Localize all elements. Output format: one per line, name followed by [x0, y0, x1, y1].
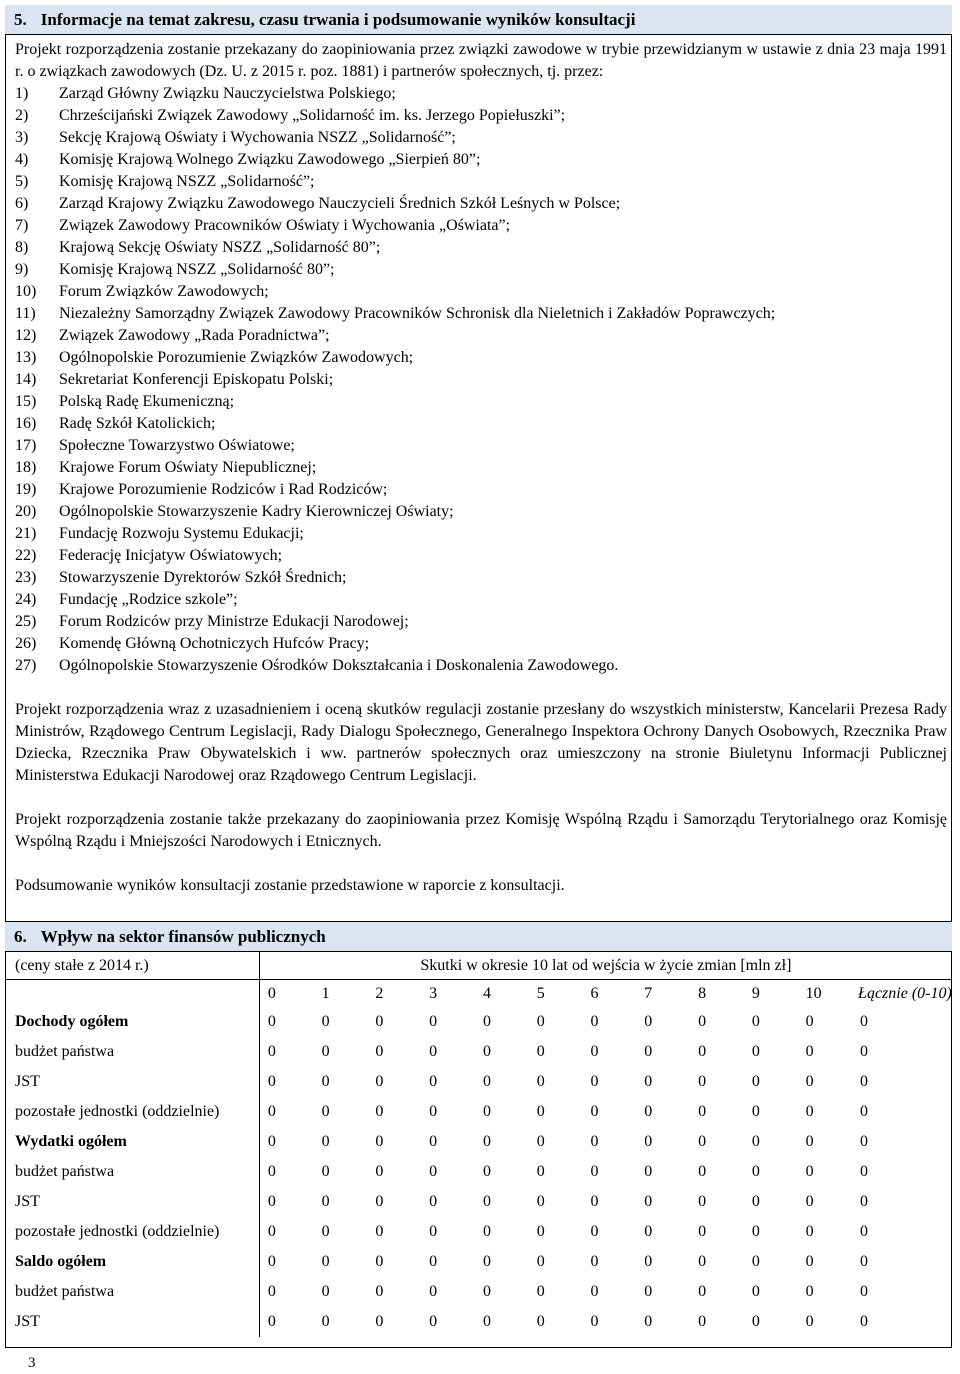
table-cell: 0 [259, 1157, 313, 1187]
summary-paragraph: Podsumowanie wyników konsultacji zostanie przedstawione w raporcie z konsultacji. [15, 877, 565, 894]
table-cell: 0 [860, 1043, 869, 1060]
table-cell: 0 [536, 1073, 545, 1090]
table-cell: 0 [259, 1307, 313, 1337]
table-cell: 0 [429, 1283, 438, 1300]
year-header: 1 [314, 980, 368, 1008]
table-cell: 0 [482, 1103, 491, 1120]
list-item [15, 215, 947, 237]
table-cell: 0 [536, 1163, 545, 1180]
table-cell: 0 [429, 1133, 438, 1150]
table-cell: 0 [751, 1313, 760, 1330]
table-cell: 0 [536, 1283, 545, 1300]
table-cell: 0 [805, 1043, 814, 1060]
table-row [5, 1007, 952, 1037]
list-item-number: 3) [15, 129, 29, 146]
table-cell: 0 [644, 1283, 653, 1300]
table-cell: 0 [590, 1253, 599, 1270]
table-row [5, 1307, 952, 1337]
section-5-number: 5. [14, 10, 27, 29]
year-header: 3 [421, 980, 475, 1008]
list-item-number: 18) [15, 459, 37, 476]
year-header: 0 [259, 980, 313, 1008]
table-cell: 0 [536, 1103, 545, 1120]
table-cell: 0 [698, 1013, 707, 1030]
partners-list [15, 83, 947, 677]
distribution-paragraph: Projekt rozporządzenia wraz z uzasadnieniem i oceną skutków regulacji zostanie przesłany do wszystkich ministerstw, Kancelarii Prezesa Rady Ministrów, Rządowego Centrum Legislacji, Rady Dialogu Społecznego, Generalnego Inspektora Ochrony Danych Osobowych, Rzecznika Praw Dziecka, Rzecznika Praw Obywatelskich i ww. partnerów społecznych oraz umieszczony na stronie Biuletynu Informacji Publicznej Ministerstwa Edukacji Narodowej oraz Rządowego Centrum Legislacji. [15, 701, 947, 784]
table-cell: 0 [429, 1313, 438, 1330]
table-row [5, 1217, 952, 1247]
list-item-number: 4) [15, 151, 29, 168]
list-item-number: 16) [15, 415, 37, 432]
section-5-title: Informacje na temat zakresu, czasu trwania i podsumowanie wyników konsultacji [40, 10, 636, 29]
table-cell: 0 [805, 1283, 814, 1300]
table-cell: 0 [259, 1007, 313, 1037]
table-cell: 0 [321, 1223, 330, 1240]
list-item [15, 347, 947, 369]
finance-rows [5, 1007, 952, 1337]
table-cell: 0 [590, 1283, 599, 1300]
list-item [15, 281, 947, 303]
list-item-text: Radę Szkół Katolickich; [59, 415, 216, 432]
list-item-number: 20) [15, 503, 37, 520]
table-cell: 0 [259, 1067, 313, 1097]
section-6-number: 6. [14, 927, 27, 946]
table-cell: 0 [375, 1043, 384, 1060]
table-cell: 0 [698, 1103, 707, 1120]
list-item [15, 435, 947, 457]
table-cell: 0 [805, 1313, 814, 1330]
list-item [15, 193, 947, 215]
table-cell: 0 [482, 1223, 491, 1240]
table-cell: 0 [590, 1133, 599, 1150]
finance-impact-table [5, 952, 952, 1337]
table-cell: 0 [429, 1103, 438, 1120]
table-cell: 0 [590, 1073, 599, 1090]
list-item-number: 10) [15, 283, 37, 300]
list-item [15, 391, 947, 413]
table-cell: 0 [536, 1253, 545, 1270]
row-label: Saldo ogółem [15, 1253, 107, 1270]
table-cell: 0 [644, 1223, 653, 1240]
years-row [5, 980, 952, 1008]
list-item [15, 237, 947, 259]
table-cell: 0 [536, 1313, 545, 1330]
table-cell: 0 [590, 1043, 599, 1060]
table-cell: 0 [751, 1073, 760, 1090]
row-label: JST [15, 1073, 40, 1090]
year-header: 6 [583, 980, 637, 1008]
table-cell: 0 [536, 1133, 545, 1150]
table-cell: 0 [482, 1013, 491, 1030]
table-cell: 0 [644, 1043, 653, 1060]
section-6-title: Wpływ na sektor finansów publicznych [40, 927, 326, 946]
list-item-text: Związek Zawodowy „Rada Poradnictwa”; [59, 327, 330, 344]
list-item-text: Komisję Krajową NSZZ „Solidarność”; [59, 173, 315, 190]
table-cell: 0 [751, 1163, 760, 1180]
table-cell: 0 [590, 1103, 599, 1120]
table-cell: 0 [805, 1163, 814, 1180]
year-header: 7 [636, 980, 690, 1008]
table-cell: 0 [321, 1013, 330, 1030]
table-cell: 0 [805, 1133, 814, 1150]
list-item-text: Krajową Sekcję Oświaty NSZZ „Solidarność 80”; [59, 239, 381, 256]
list-item-text: Niezależny Samorządny Związek Zawodowy Pracowników Schronisk dla Nieletnich i Zakładów Poprawczych; [59, 305, 776, 322]
table-cell: 0 [590, 1223, 599, 1240]
list-item [15, 171, 947, 193]
table-cell: 0 [429, 1043, 438, 1060]
row-label: JST [15, 1193, 40, 1210]
table-cell: 0 [259, 1247, 313, 1277]
list-item [15, 501, 947, 523]
total-header: Łącznie (0-10) [852, 980, 952, 1008]
table-cell: 0 [375, 1133, 384, 1150]
table-cell: 0 [698, 1073, 707, 1090]
table-cell: 0 [321, 1313, 330, 1330]
table-cell: 0 [698, 1133, 707, 1150]
table-cell: 0 [860, 1133, 869, 1150]
list-item-text: Zarząd Krajowy Związku Zawodowego Nauczycieli Średnich Szkół Leśnych w Polsce; [59, 195, 621, 212]
table-cell: 0 [375, 1253, 384, 1270]
table-cell: 0 [644, 1163, 653, 1180]
table-cell: 0 [429, 1073, 438, 1090]
table-cell: 0 [698, 1163, 707, 1180]
list-item [15, 83, 947, 105]
table-cell: 0 [860, 1223, 869, 1240]
list-item [15, 369, 947, 391]
table-cell: 0 [482, 1043, 491, 1060]
table-cell: 0 [698, 1043, 707, 1060]
table-cell: 0 [429, 1163, 438, 1180]
row-label: budżet państwa [15, 1163, 115, 1180]
list-item [15, 523, 947, 545]
list-item-text: Krajowe Forum Oświaty Niepublicznej; [59, 459, 317, 476]
table-cell: 0 [751, 1253, 760, 1270]
list-item-text: Federację Inicjatyw Oświatowych; [59, 547, 283, 564]
list-item [15, 457, 947, 479]
table-cell: 0 [805, 1193, 814, 1210]
table-cell: 0 [590, 1193, 599, 1210]
list-item [15, 259, 947, 281]
table-cell: 0 [590, 1163, 599, 1180]
table-cell: 0 [259, 1097, 313, 1127]
list-item-number: 27) [15, 657, 37, 674]
table-cell: 0 [482, 1193, 491, 1210]
table-cell: 0 [805, 1013, 814, 1030]
table-cell: 0 [375, 1163, 384, 1180]
list-item [15, 149, 947, 171]
list-item-text: Związek Zawodowy Pracowników Oświaty i Wychowania „Oświata”; [59, 217, 511, 234]
table-cell: 0 [805, 1253, 814, 1270]
list-item-number: 11) [15, 305, 36, 322]
table-cell: 0 [536, 1043, 545, 1060]
list-item-text: Krajowe Porozumienie Rodziców i Rad Rodziców; [59, 481, 388, 498]
row-label: Wydatki ogółem [15, 1133, 127, 1150]
table-cell: 0 [698, 1223, 707, 1240]
table-cell: 0 [644, 1133, 653, 1150]
table-cell: 0 [644, 1193, 653, 1210]
table-cell: 0 [590, 1313, 599, 1330]
table-cell: 0 [429, 1253, 438, 1270]
table-row [5, 1157, 952, 1187]
list-item-number: 22) [15, 547, 37, 564]
page-number: 3 [28, 1355, 36, 1371]
list-item-number: 14) [15, 371, 37, 388]
table-cell: 0 [751, 1193, 760, 1210]
list-item-number: 23) [15, 569, 37, 586]
list-item [15, 303, 947, 325]
table-row [5, 1247, 952, 1277]
row-label: pozostałe jednostki (oddzielnie) [15, 1223, 220, 1240]
table-cell: 0 [805, 1103, 814, 1120]
table-cell: 0 [644, 1103, 653, 1120]
list-item-number: 24) [15, 591, 37, 608]
table-cell: 0 [482, 1253, 491, 1270]
list-item-number: 21) [15, 525, 37, 542]
list-item-number: 9) [15, 261, 29, 278]
table-cell: 0 [751, 1043, 760, 1060]
table-cell: 0 [698, 1313, 707, 1330]
list-item-text: Sekretariat Konferencji Episkopatu Polski; [59, 371, 334, 388]
table-cell: 0 [860, 1073, 869, 1090]
table-cell: 0 [375, 1223, 384, 1240]
table-cell: 0 [751, 1103, 760, 1120]
list-item [15, 567, 947, 589]
table-cell: 0 [860, 1163, 869, 1180]
list-item-text: Zarząd Główny Związku Nauczycielstwa Polskiego; [59, 85, 396, 102]
table-cell: 0 [536, 1013, 545, 1030]
list-item [15, 545, 947, 567]
table-cell: 0 [259, 1277, 313, 1307]
table-cell: 0 [482, 1163, 491, 1180]
list-item-number: 5) [15, 173, 29, 190]
list-item-number: 13) [15, 349, 37, 366]
list-item-number: 17) [15, 437, 37, 454]
list-item-number: 2) [15, 107, 29, 124]
table-cell: 0 [259, 1187, 313, 1217]
year-header: 5 [529, 980, 583, 1008]
table-cell: 0 [321, 1283, 330, 1300]
row-label: JST [15, 1313, 40, 1330]
table-cell: 0 [860, 1313, 869, 1330]
table-row [5, 1277, 952, 1307]
effects-header: Skutki w okresie 10 lat od wejścia w życie zmian [mln zł] [259, 952, 952, 980]
table-cell: 0 [321, 1133, 330, 1150]
list-item [15, 325, 947, 347]
list-item [15, 611, 947, 633]
table-cell: 0 [482, 1313, 491, 1330]
list-item-text: Komisję Krajową Wolnego Związku Zawodowego „Sierpień 80”; [59, 151, 481, 168]
list-item-text: Ogólnopolskie Porozumienie Związków Zawodowych; [59, 349, 414, 366]
list-item [15, 127, 947, 149]
table-row [5, 1037, 952, 1067]
row-label: budżet państwa [15, 1283, 115, 1300]
list-item [15, 655, 947, 677]
table-cell: 0 [321, 1043, 330, 1060]
row-label: budżet państwa [15, 1043, 115, 1060]
table-cell: 0 [321, 1163, 330, 1180]
section-6-header [5, 922, 952, 952]
section-5-header [5, 5, 952, 35]
table-cell: 0 [644, 1313, 653, 1330]
list-item-number: 25) [15, 613, 37, 630]
list-item-text: Komendę Główną Ochotniczych Hufców Pracy; [59, 635, 370, 652]
table-cell: 0 [429, 1223, 438, 1240]
table-cell: 0 [644, 1013, 653, 1030]
list-item-number: 7) [15, 217, 29, 234]
commission-paragraph: Projekt rozporządzenia zostanie także przekazany do zaopiniowania przez Komisję Wspólną Rządu i Samorządu Terytorialnego oraz Komisję Wspólną Rządu i Mniejszości Narodowych i Etnicznych. [15, 811, 947, 850]
table-cell: 0 [482, 1073, 491, 1090]
year-header: 2 [367, 980, 421, 1008]
list-item-number: 6) [15, 195, 29, 212]
list-item-text: Polską Radę Ekumeniczną; [59, 393, 235, 410]
table-cell: 0 [751, 1223, 760, 1240]
table-cell: 0 [698, 1193, 707, 1210]
table-cell: 0 [429, 1013, 438, 1030]
year-header: 10 [798, 980, 852, 1008]
table-row [5, 1067, 952, 1097]
list-item-text: Chrześcijański Związek Zawodowy „Solidarność im. ks. Jerzego Popiełuszki”; [59, 107, 566, 124]
list-item-number: 12) [15, 327, 37, 344]
list-item [15, 413, 947, 435]
table-cell: 0 [321, 1103, 330, 1120]
table-cell: 0 [375, 1103, 384, 1120]
list-item-number: 1) [15, 85, 29, 102]
year-header: 8 [690, 980, 744, 1008]
table-cell: 0 [375, 1013, 384, 1030]
table-cell: 0 [698, 1283, 707, 1300]
table-cell: 0 [482, 1283, 491, 1300]
list-item-text: Społeczne Towarzystwo Oświatowe; [59, 437, 295, 454]
table-cell: 0 [536, 1193, 545, 1210]
table-cell: 0 [482, 1133, 491, 1150]
list-item-number: 26) [15, 635, 37, 652]
table-header-row [5, 952, 952, 980]
table-cell: 0 [375, 1193, 384, 1210]
list-item-text: Forum Związków Zawodowych; [59, 283, 269, 300]
table-cell: 0 [698, 1253, 707, 1270]
table-cell: 0 [644, 1073, 653, 1090]
table-cell: 0 [321, 1253, 330, 1270]
table-cell: 0 [860, 1193, 869, 1210]
table-row [5, 1127, 952, 1157]
table-cell: 0 [259, 1217, 313, 1247]
table-cell: 0 [751, 1133, 760, 1150]
table-cell: 0 [860, 1103, 869, 1120]
list-item-number: 15) [15, 393, 37, 410]
table-cell: 0 [375, 1313, 384, 1330]
table-cell: 0 [429, 1193, 438, 1210]
table-cell: 0 [375, 1073, 384, 1090]
table-cell: 0 [321, 1193, 330, 1210]
table-row [5, 1097, 952, 1127]
table-row [5, 1187, 952, 1217]
year-header: 9 [744, 980, 798, 1008]
table-cell: 0 [751, 1283, 760, 1300]
row-label: pozostałe jednostki (oddzielnie) [15, 1103, 220, 1120]
table-cell: 0 [860, 1253, 869, 1270]
list-item-text: Stowarzyszenie Dyrektorów Szkół Średnich; [59, 569, 347, 586]
table-cell: 0 [644, 1253, 653, 1270]
prices-note: (ceny stałe z 2014 r.) [15, 956, 149, 974]
list-item-text: Komisję Krajową NSZZ „Solidarność 80”; [59, 261, 335, 278]
list-item-text: Sekcję Krajową Oświaty i Wychowania NSZZ „Solidarność”; [59, 129, 456, 146]
list-item-text: Ogólnopolskie Stowarzyszenie Ośrodków Dokształcania i Doskonalenia Zawodowego. [59, 657, 619, 674]
list-item-number: 8) [15, 239, 29, 256]
table-cell: 0 [321, 1073, 330, 1090]
row-label: Dochody ogółem [15, 1013, 129, 1030]
table-cell: 0 [805, 1223, 814, 1240]
list-item-text: Fundację „Rodzice szkole”; [59, 591, 238, 608]
table-cell: 0 [259, 1127, 313, 1157]
table-cell: 0 [590, 1013, 599, 1030]
consultation-intro: Projekt rozporządzenia zostanie przekazany do zaopiniowania przez związki zawodowe w trybie przewidzianym w ustawie z dnia 23 maja 1991 r. o związkach zawodowych (Dz. U. z 2015 r. poz. 1881) i partnerów społecznych, tj. przez: [15, 41, 947, 80]
table-cell: 0 [860, 1283, 869, 1300]
list-item-text: Forum Rodziców przy Ministrze Edukacji Narodowej; [59, 613, 409, 630]
table-cell: 0 [751, 1013, 760, 1030]
table-cell: 0 [536, 1223, 545, 1240]
table-cell: 0 [259, 1037, 313, 1067]
section-5-body [15, 39, 947, 897]
list-item [15, 633, 947, 655]
list-item-text: Fundację Rozwoju Systemu Edukacji; [59, 525, 304, 542]
list-item [15, 105, 947, 127]
table-cell: 0 [805, 1073, 814, 1090]
table-cell: 0 [860, 1013, 869, 1030]
list-item [15, 479, 947, 501]
list-item [15, 589, 947, 611]
list-item-text: Ogólnopolskie Stowarzyszenie Kadry Kierowniczej Oświaty; [59, 503, 454, 520]
list-item-number: 19) [15, 481, 37, 498]
table-cell: 0 [375, 1283, 384, 1300]
year-header: 4 [475, 980, 529, 1008]
